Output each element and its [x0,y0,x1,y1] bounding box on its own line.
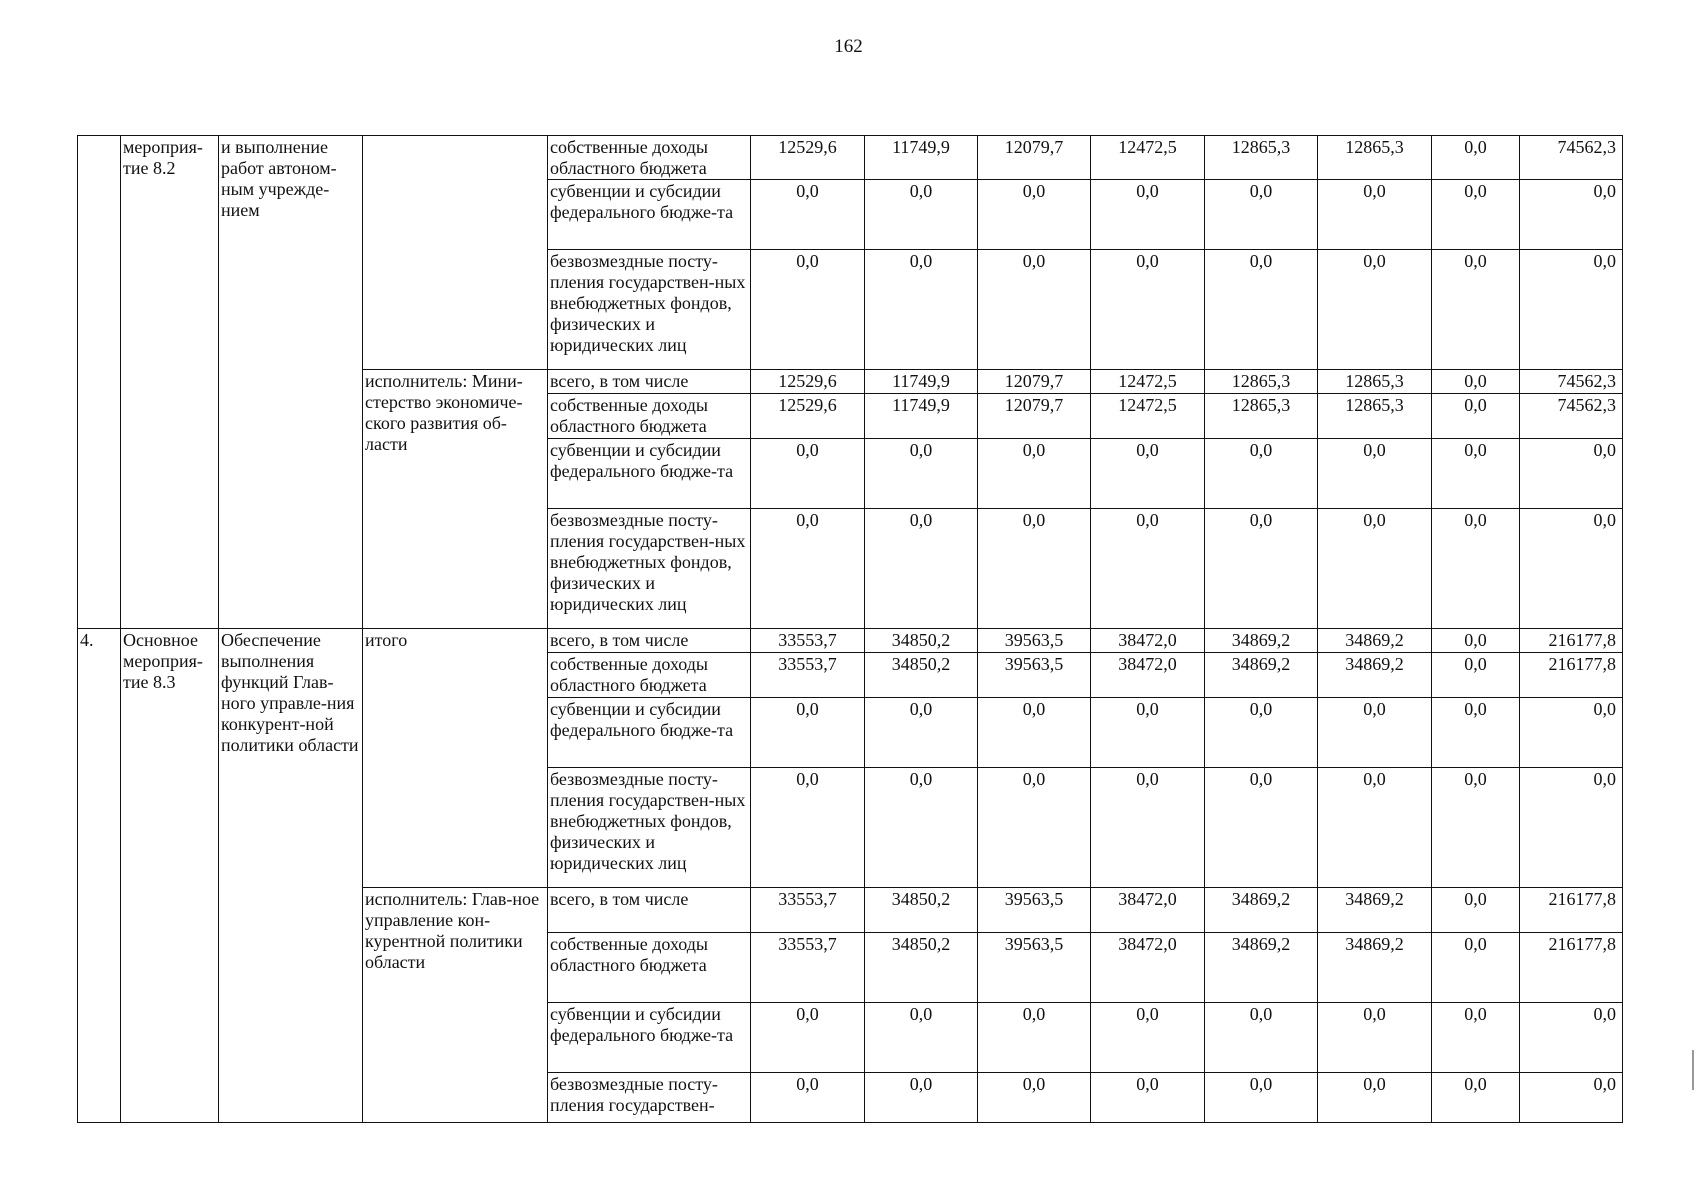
cell-value: 12865,3 [1318,370,1432,394]
scan-edge-mark [1692,1050,1694,1090]
cell-value: 0,0 [1318,509,1432,629]
cell-value: 74562,3 [1520,136,1623,180]
cell-value: 12472,5 [1091,136,1205,180]
cell-value: 12865,3 [1205,136,1318,180]
cell-value: 39563,5 [978,653,1091,698]
cell-value: 0,0 [978,768,1091,888]
cell-value: 0,0 [1091,439,1205,509]
cell-value: 0,0 [751,698,865,768]
cell-value: 0,0 [1205,1073,1318,1123]
cell-value: 34850,2 [865,629,978,653]
cell-executor: исполнитель: Глав-ное управление кон-курентной политики области [363,888,548,1123]
table-row [78,629,1623,653]
cell-value: 216177,8 [1520,888,1623,933]
cell-value: 0,0 [978,439,1091,509]
cell-value: 0,0 [978,180,1091,250]
cell-value: 33553,7 [751,629,865,653]
cell-value: 0,0 [751,1073,865,1123]
cell-value: 0,0 [1432,250,1520,370]
cell-value: 38472,0 [1091,629,1205,653]
cell-funding-source: субвенции и субсидии федерального бюдже-та [548,180,751,250]
table-row [78,136,1623,180]
cell-value: 0,0 [865,1073,978,1123]
cell-value: 12472,5 [1091,394,1205,439]
cell-value: 0,0 [978,509,1091,629]
cell-value: 0,0 [1318,1073,1432,1123]
cell-value: 216177,8 [1520,629,1623,653]
cell-value: 0,0 [865,439,978,509]
cell-value: 0,0 [1432,888,1520,933]
cell-funding-source: безвозмездные посту-пления государствен- [548,1073,751,1123]
cell-value: 12472,5 [1091,370,1205,394]
cell-value: 0,0 [1091,509,1205,629]
cell-value: 0,0 [751,768,865,888]
cell-value: 39563,5 [978,629,1091,653]
cell-value: 33553,7 [751,888,865,933]
cell-value: 74562,3 [1520,394,1623,439]
cell-value: 0,0 [865,509,978,629]
cell-value: 0,0 [865,768,978,888]
cell-value: 0,0 [1432,136,1520,180]
page-number: 162 [834,36,863,57]
cell-funding-source: всего, в том числе [548,888,751,933]
cell-value: 39563,5 [978,933,1091,1003]
cell-value: 11749,9 [865,136,978,180]
cell-value: 38472,0 [1091,653,1205,698]
cell-value: 12865,3 [1318,136,1432,180]
cell-value: 0,0 [865,250,978,370]
budget-table [77,135,1623,1123]
cell-value: 0,0 [1432,1003,1520,1073]
cell-value: 34869,2 [1205,629,1318,653]
cell-value: 0,0 [1091,768,1205,888]
cell-value: 0,0 [1520,1003,1623,1073]
cell-value: 0,0 [1520,250,1623,370]
cell-value: 12529,6 [751,370,865,394]
cell-funding-source: субвенции и субсидии федерального бюдже-та [548,1003,751,1073]
cell-value: 0,0 [1205,509,1318,629]
cell-value: 0,0 [1318,1003,1432,1073]
cell-value: 0,0 [751,250,865,370]
cell-activity-name: и выполнение работ автоном-ным учрежде-нием [219,136,363,629]
cell-value: 0,0 [1091,1073,1205,1123]
cell-value: 0,0 [1432,698,1520,768]
cell-value: 12865,3 [1205,370,1318,394]
cell-value: 216177,8 [1520,653,1623,698]
cell-executor [363,136,548,370]
cell-value: 0,0 [1432,768,1520,888]
cell-value: 0,0 [1520,698,1623,768]
cell-value: 33553,7 [751,653,865,698]
cell-activity-name: Обеспечение выполнения функций Глав-ного управле-ния конкурент-ной политики области [219,629,363,1123]
cell-value: 0,0 [1432,1073,1520,1123]
cell-value: 0,0 [1432,653,1520,698]
cell-value: 0,0 [1091,180,1205,250]
cell-value: 0,0 [1432,394,1520,439]
cell-value: 34869,2 [1318,888,1432,933]
cell-number [78,136,121,629]
cell-funding-source: субвенции и субсидии федерального бюдже-та [548,439,751,509]
cell-value: 34869,2 [1205,933,1318,1003]
cell-funding-source: собственные доходы областного бюджета [548,394,751,439]
cell-value: 0,0 [751,439,865,509]
cell-value: 0,0 [1205,439,1318,509]
cell-number: 4. [78,629,121,1123]
cell-funding-source: безвозмездные посту-пления государствен-ных внебюджетных фондов, физических и юридических лиц [548,509,751,629]
cell-value: 0,0 [1091,698,1205,768]
cell-value: 0,0 [978,1003,1091,1073]
cell-value: 0,0 [1091,1003,1205,1073]
cell-value: 0,0 [1432,933,1520,1003]
cell-status: Основное мероприя-тие 8.3 [121,629,219,1123]
cell-funding-source: собственные доходы областного бюджета [548,653,751,698]
cell-value: 34850,2 [865,888,978,933]
cell-value: 0,0 [1520,768,1623,888]
cell-value: 0,0 [1520,439,1623,509]
cell-funding-source: субвенции и субсидии федерального бюдже-та [548,698,751,768]
cell-value: 0,0 [751,509,865,629]
cell-value: 11749,9 [865,370,978,394]
cell-funding-source: собственные доходы областного бюджета [548,933,751,1003]
cell-value: 0,0 [1318,698,1432,768]
cell-funding-source: безвозмездные посту-пления государствен-ных внебюджетных фондов, физических и юридических лиц [548,768,751,888]
cell-value: 0,0 [1432,509,1520,629]
cell-value: 0,0 [751,1003,865,1073]
cell-value: 0,0 [1520,1073,1623,1123]
cell-value: 11749,9 [865,394,978,439]
cell-value: 0,0 [1318,250,1432,370]
cell-value: 0,0 [1432,180,1520,250]
cell-value: 12079,7 [978,370,1091,394]
cell-value: 0,0 [1432,439,1520,509]
cell-executor: исполнитель: Мини-стерство экономиче-ского развития об-ласти [363,370,548,629]
cell-value: 0,0 [1205,250,1318,370]
cell-value: 0,0 [1318,768,1432,888]
cell-value: 33553,7 [751,933,865,1003]
cell-funding-source: всего, в том числе [548,370,751,394]
cell-value: 34850,2 [865,933,978,1003]
cell-value: 12529,6 [751,136,865,180]
cell-value: 39563,5 [978,888,1091,933]
cell-value: 0,0 [1432,629,1520,653]
cell-status: мероприя-тие 8.2 [121,136,219,629]
cell-value: 0,0 [978,250,1091,370]
cell-value: 0,0 [1205,698,1318,768]
cell-value: 38472,0 [1091,933,1205,1003]
cell-value: 0,0 [865,698,978,768]
cell-value: 0,0 [1432,370,1520,394]
cell-value: 34850,2 [865,653,978,698]
cell-value: 0,0 [1205,180,1318,250]
cell-value: 0,0 [1091,250,1205,370]
cell-funding-source: безвозмездные посту-пления государствен-ных внебюджетных фондов, физических и юридических лиц [548,250,751,370]
cell-value: 0,0 [1318,180,1432,250]
cell-value: 216177,8 [1520,933,1623,1003]
cell-funding-source: собственные доходы областного бюджета [548,136,751,180]
table-body [78,136,1623,1123]
cell-value: 0,0 [751,180,865,250]
cell-value: 34869,2 [1318,933,1432,1003]
cell-value: 0,0 [1205,1003,1318,1073]
cell-value: 12079,7 [978,394,1091,439]
cell-funding-source: всего, в том числе [548,629,751,653]
cell-value: 0,0 [978,698,1091,768]
cell-value: 12529,6 [751,394,865,439]
cell-value: 38472,0 [1091,888,1205,933]
cell-value: 12865,3 [1318,394,1432,439]
cell-value: 0,0 [1520,180,1623,250]
cell-executor: итого [363,629,548,888]
cell-value: 0,0 [865,1003,978,1073]
cell-value: 34869,2 [1318,629,1432,653]
cell-value: 12865,3 [1205,394,1318,439]
cell-value: 0,0 [1318,439,1432,509]
cell-value: 0,0 [978,1073,1091,1123]
cell-value: 12079,7 [978,136,1091,180]
cell-value: 0,0 [865,180,978,250]
cell-value: 34869,2 [1205,888,1318,933]
cell-value: 34869,2 [1318,653,1432,698]
cell-value: 34869,2 [1205,653,1318,698]
cell-value: 0,0 [1520,509,1623,629]
cell-value: 0,0 [1205,768,1318,888]
cell-value: 74562,3 [1520,370,1623,394]
